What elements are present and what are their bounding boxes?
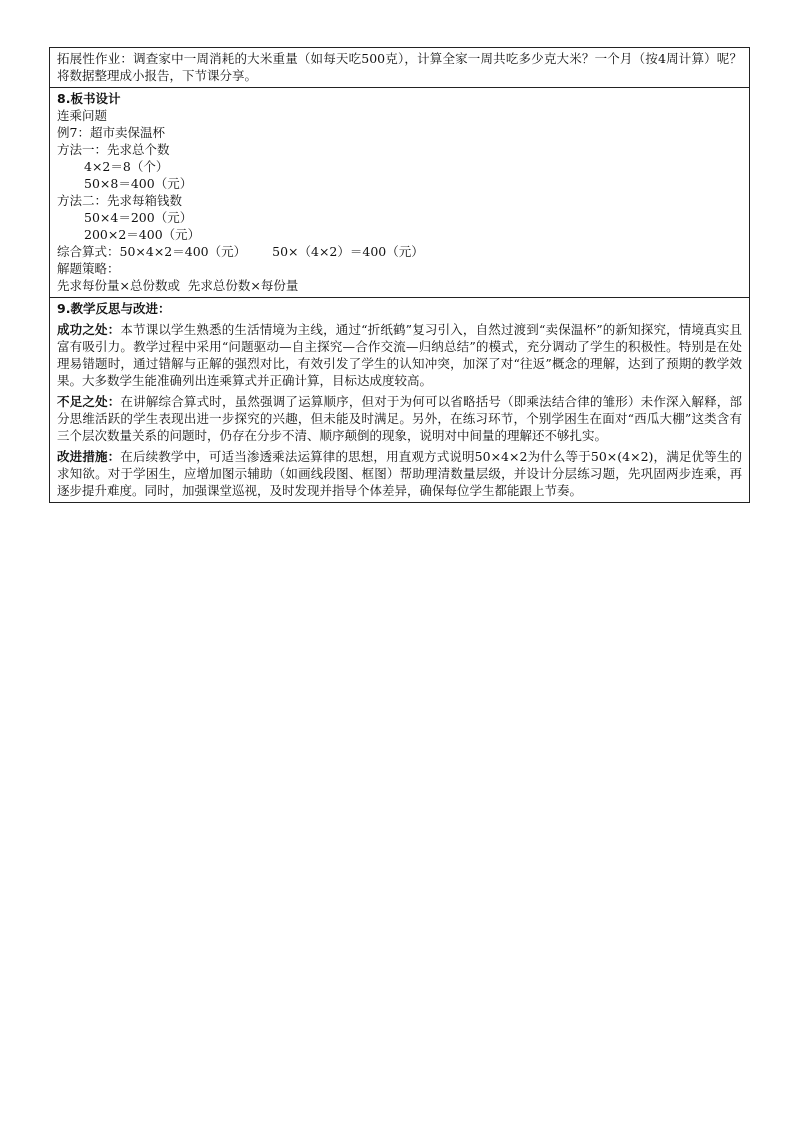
board-design-row (50, 88, 750, 298)
board-example: 例7：超市卖保温杯 (57, 125, 165, 140)
method2-line1: 50×4＝200（元） (84, 210, 193, 225)
method1-line2: 50×8＝400（元） (84, 176, 193, 191)
improve-label: 改进措施： (57, 449, 121, 464)
shortfall-text: 在讲解综合算式时，虽然强调了运算顺序，但对于为何可以省略括号（即乘法结合律的雏形）未作深入解释，部分思维活跃的学生表现出进一步探究的兴趣，但未能及时满足。另外，在练习环节，个别学困生在面对“西瓜大棚”这类含有三个层次数量关系的问题时，仍存在分步不清、顺序颠倒的现象，说明对中间量的理解还不够扎实。 (57, 394, 742, 443)
lesson-plan-table (49, 47, 750, 503)
method2-line2: 200×2＝400（元） (84, 227, 201, 242)
homework-row (50, 48, 750, 88)
reflection-row (50, 298, 750, 503)
combined-formula-alt: 50×（4×2）＝400（元） (272, 244, 424, 259)
combined-formula-main: 综合算式：50×4×2＝400（元） (57, 244, 247, 259)
strategy-text: 先求每份量×总份数或 先求总份数×每份量 (57, 278, 299, 293)
reflection-cell (50, 298, 750, 503)
homework-cell (50, 48, 750, 88)
method1-line1: 4×2＝8（个） (84, 159, 169, 174)
improve-text: 在后续教学中，可适当渗透乘法运算律的思想，用直观方式说明50×4×2为什么等于50×(4×2)，满足优等生的求知欲。对于学困生，应增加图示辅助（如画线段图、框图）帮助理清数量层级，并设计分层练习题，先巩固两步连乘，再逐步提升难度。同时，加强课堂巡视，及时发现并指导个体差异，确保每位学生都能跟上节奏。 (57, 449, 742, 498)
success-label: 成功之处： (57, 322, 121, 337)
method2-title: 方法二：先求每箱钱数 (57, 193, 183, 208)
reflection-heading: 9.教学反思与改进： (57, 301, 171, 316)
homework-text: 拓展性作业：调查家中一周消耗的大米重量（如每天吃500克），计算全家一周共吃多少克大米？一个月（按4周计算）呢？将数据整理成小报告，下节课分享。 (57, 51, 742, 83)
combined-formula (57, 243, 742, 260)
success-paragraph (57, 321, 742, 389)
strategy-title: 解题策略： (57, 261, 120, 276)
board-design-cell (50, 88, 750, 298)
improve-paragraph (57, 448, 742, 499)
board-topic: 连乘问题 (57, 108, 108, 123)
shortfall-label: 不足之处： (57, 394, 121, 409)
success-text: 本节课以学生熟悉的生活情境为主线，通过“折纸鹤”复习引入，自然过渡到“卖保温杯”的新知探究，情境真实且富有吸引力。教学过程中采用“问题驱动—自主探究—合作交流—归纳总结”的模式，充分调动了学生的积极性。特别是在处理易错题时，通过错解与正解的强烈对比，有效引发了学生的认知冲突，加深了对“往返”概念的理解，达到了预期的教学效果。大多数学生能准确列出连乘算式并正确计算，目标达成度较高。 (57, 322, 742, 388)
board-design-heading: 8.板书设计 (57, 91, 121, 106)
method1-title: 方法一：先求总个数 (57, 142, 170, 157)
shortfall-paragraph (57, 393, 742, 444)
